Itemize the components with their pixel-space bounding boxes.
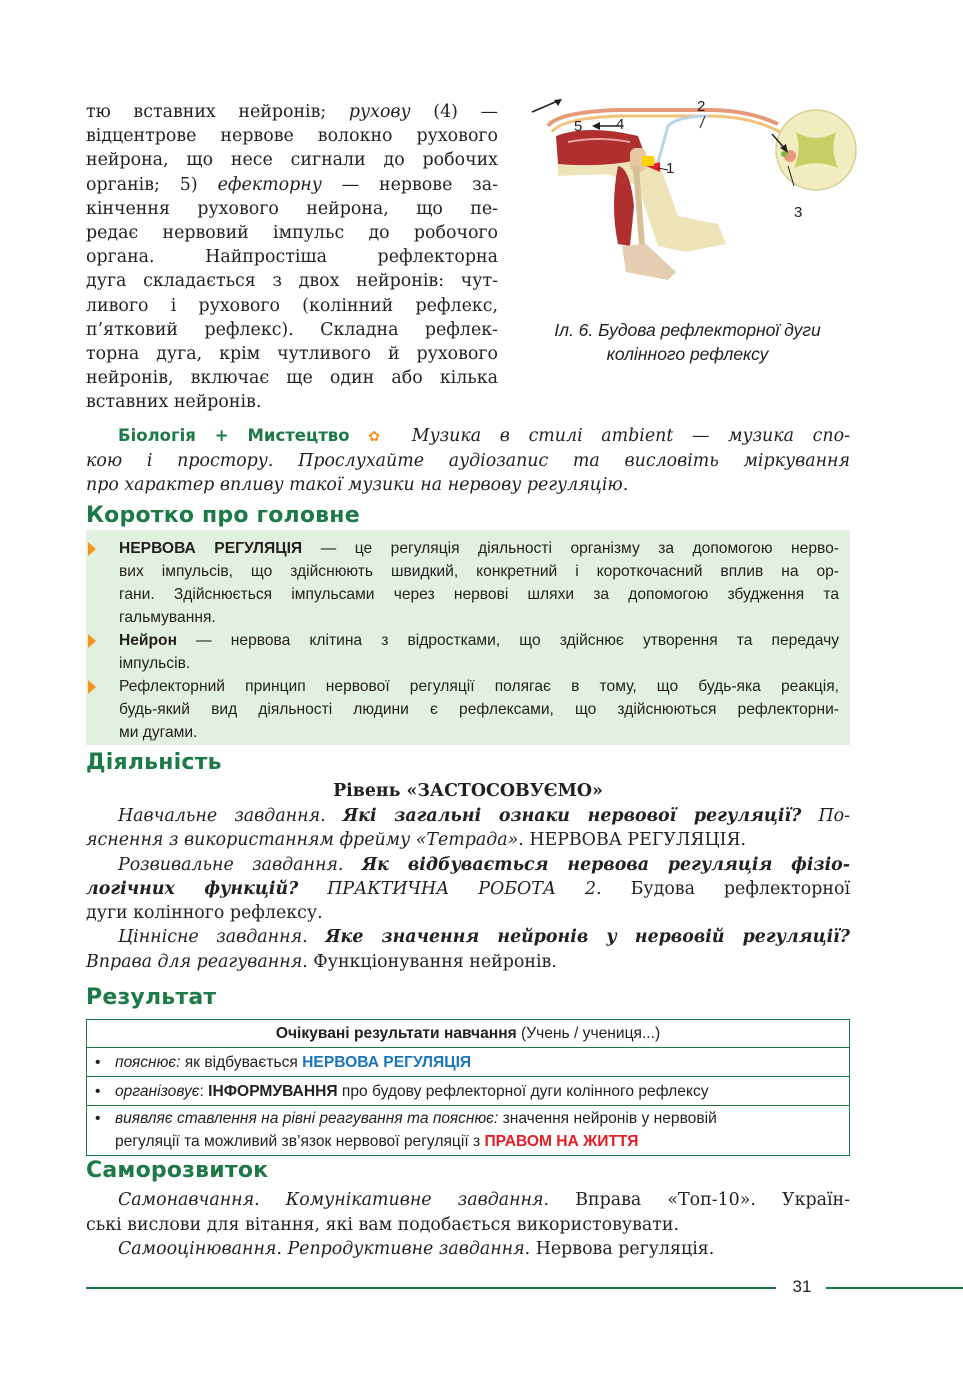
footer-rule	[86, 1287, 776, 1289]
summary-box	[86, 530, 850, 745]
summary-item-nervous-regulation: НЕРВОВА РЕГУЛЯЦІЯ — це регуляція діяльності організму за допомогою нерво- вих імпульсів, що здійснюють швидкий, конкретний і короткочасний вплив на ор- гани. Здійснюється імпульсами через нервові шляхи за допомогою збудження та гальмування.	[119, 540, 839, 626]
activity-heading: Діяльність	[86, 750, 222, 775]
task-line: яснення з використанням фрейму «Тетрада». НЕРВОВА РЕГУЛЯЦІЯ.	[86, 830, 747, 851]
bullet-arrow-icon	[86, 634, 98, 648]
bio-art-lead: Біологія + Мистецтво	[118, 426, 350, 445]
bio-line: Біологія + Мистецтво ✿ Музика в стилі ambient — музика спо-	[118, 426, 850, 446]
table-row: • організовує: ІНФОРМУВАННЯ про будову рефлекторної дуги колінного рефлексу	[87, 1077, 850, 1106]
bio-line: кою і простору. Прослухайте аудіозапис та висловіть міркування	[86, 450, 850, 471]
intro-line: відцентрове нервове волокно рухового	[86, 126, 498, 147]
selfdev-heading: Саморозвиток	[86, 1158, 269, 1183]
intro-line: нейронів, включає ще один або кілька	[86, 368, 498, 389]
summary-heading: Коротко про головне	[86, 503, 360, 528]
page-number: 31	[792, 1277, 812, 1296]
level-title: Рівень «ЗАСТОСОВУЄМО»	[333, 781, 603, 801]
selfdev-line: Самооцінювання. Репродуктивне завдання. Нервова регуляція.	[118, 1239, 715, 1259]
intro-line: редає нервовий імпульс до робочого	[86, 222, 498, 243]
task-line: Навчальне завдання. Які загальні ознаки нервової регуляції? По-	[118, 806, 851, 826]
results-table	[86, 1019, 850, 1156]
table-row: • виявляє ставлення на рівні реагування та пояснює: значення нейронів у нервовій регуляції та можливий зв’язок нервової регуляції з ПРАВОМ НА ЖИТТЯ	[87, 1106, 850, 1156]
task-line: Вправа для реагування. Функціонування нейронів.	[86, 951, 557, 972]
figure-caption	[520, 318, 855, 366]
intro-line: п’ятковий рефлекс). Складна рефлек-	[86, 319, 498, 340]
label-2: 2	[697, 98, 706, 115]
result-heading: Результат	[86, 985, 217, 1010]
selfdev-line: ські вислови для вітання, які вам подобається використовувати.	[86, 1214, 680, 1235]
label-5: 5	[574, 118, 583, 135]
bio-line: про характер впливу такої музики на нервову регуляцію.	[86, 475, 629, 495]
intro-line: тю вставних нейронів; рухову (4) —	[86, 102, 498, 122]
activity-tasks	[86, 804, 850, 974]
task-line: дуги колінного рефлексу.	[86, 903, 323, 924]
reflex-arc-illustration	[518, 96, 864, 296]
summary-item-neuron: Нейрон — нервова клітина з відростками, що здійснює утворення та передачу імпульсів.	[119, 632, 839, 672]
intro-line: торна дуга, крім чутливого й рухового	[86, 343, 498, 364]
table-header-row	[87, 1020, 850, 1048]
bullet-arrow-icon	[86, 680, 98, 694]
task-line: Ціннісне завдання. Яке значення нейронів у нервовій регуляції?	[118, 927, 850, 948]
intro-line: дуга складається з двох нейронів: чут-	[86, 271, 498, 292]
table-row: • пояснює: як відбувається НЕРВОВА РЕГУЛЯЦІЯ	[87, 1048, 850, 1077]
intro-line: органів; 5) ефекторну — нервове за-	[86, 174, 498, 195]
task-line: Розвивальне завдання. Як відбувається нервова регуляція фізіо-	[118, 854, 850, 875]
caption-line: колінного рефлексу	[606, 344, 769, 364]
summary-item-reflex-principle: Рефлекторний принцип нервової регуляції полягає в тому, що будь-яка реакція, будь-який вид діяльності людини є рефлексами, що здійснюються рефлекторни- ми дугами.	[119, 678, 839, 741]
bullet-arrow-icon	[86, 542, 98, 556]
intro-line: органа. Найпростіша рефлекторна	[86, 247, 498, 268]
intro-line: ливого і рухового (колінний рефлекс,	[86, 295, 498, 316]
reflex-arc-drawing	[518, 96, 864, 296]
foot	[622, 244, 676, 280]
selfdev-block	[86, 1188, 850, 1262]
label-4: 4	[616, 116, 625, 133]
flower-icon: ✿	[368, 429, 394, 445]
task-line: логічних функцій? ПРАКТИЧНА РОБОТА 2. Будова рефлекторної	[86, 878, 851, 899]
label-1: 1	[666, 160, 675, 177]
intro-line: нейрона, що несе сигнали до робочих	[86, 150, 498, 171]
footer-rule	[826, 1287, 963, 1289]
intro-line: кінчення рухового нейрона, що пе-	[86, 198, 498, 219]
caption-line: Іл. 6. Будова рефлекторної дуги	[554, 320, 821, 340]
intro-paragraph	[86, 100, 498, 414]
label-3: 3	[794, 204, 803, 221]
intro-line: вставних нейронів.	[86, 392, 262, 413]
table-header-cell: Очікувані результати навчання (Учень / учениця...)	[87, 1020, 850, 1048]
selfdev-line: Самонавчання. Комунікативне завдання. Вправа «Топ-10». Україн-	[118, 1190, 850, 1210]
biology-art-block	[86, 424, 850, 498]
